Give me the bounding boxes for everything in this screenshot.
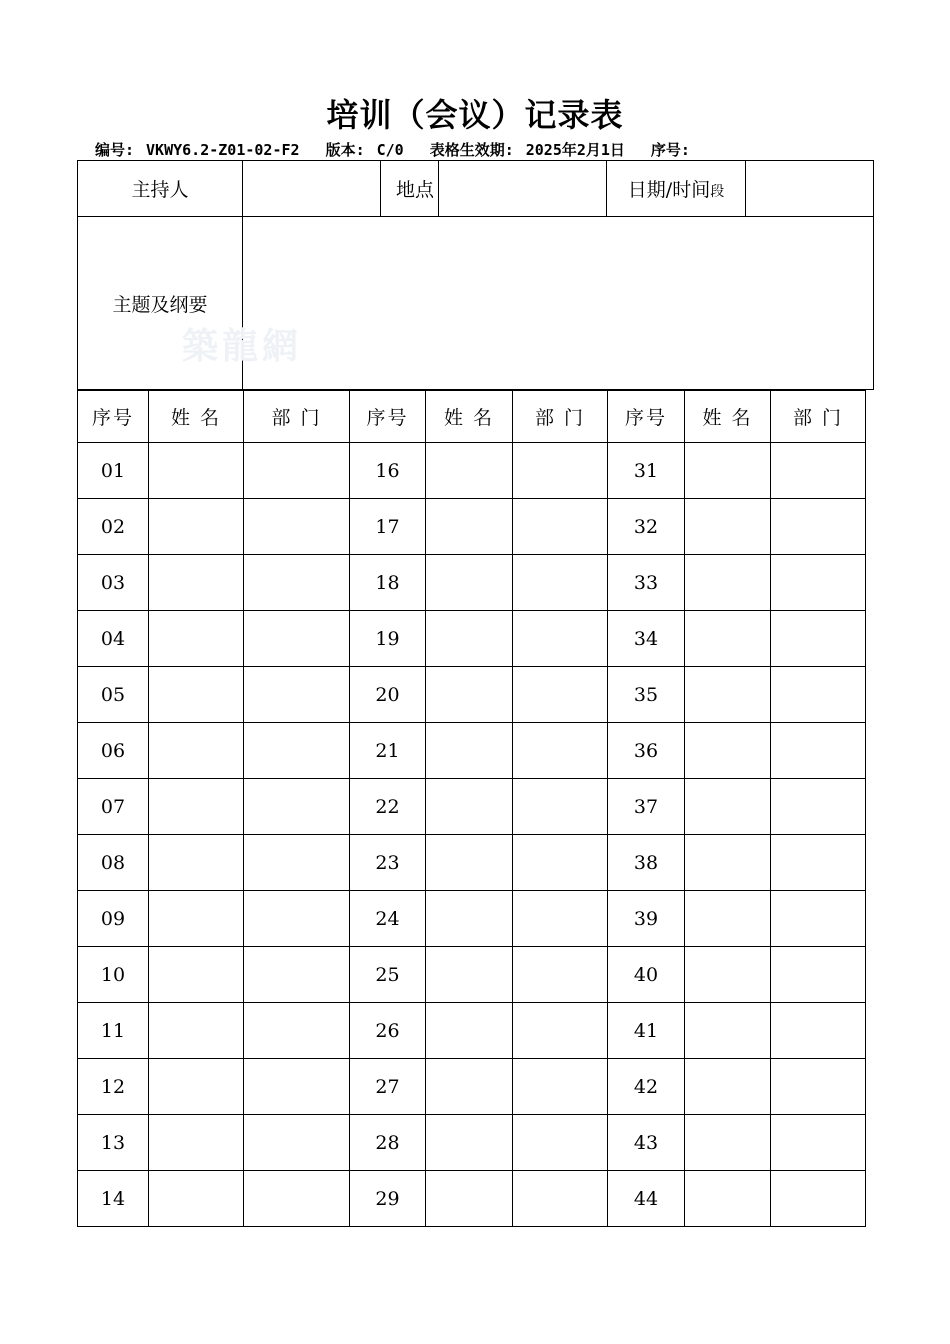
name-cell[interactable] bbox=[149, 947, 244, 1003]
seq-cell: 27 bbox=[350, 1059, 426, 1115]
code-value: VKWY6.2-Z01-02-F2 bbox=[146, 141, 300, 159]
name-cell[interactable] bbox=[685, 1003, 771, 1059]
seq-cell: 03 bbox=[78, 555, 149, 611]
name-cell[interactable] bbox=[149, 555, 244, 611]
seq-cell: 29 bbox=[350, 1171, 426, 1227]
dept-cell[interactable] bbox=[771, 1003, 866, 1059]
name-cell[interactable] bbox=[149, 1003, 244, 1059]
form-title: 培训（会议）记录表 bbox=[326, 96, 624, 134]
name-cell[interactable] bbox=[426, 723, 513, 779]
table-row bbox=[78, 779, 866, 835]
dept-cell[interactable] bbox=[244, 779, 350, 835]
name-cell[interactable] bbox=[426, 947, 513, 1003]
host-label: 主持人 bbox=[78, 161, 243, 217]
seq-cell: 23 bbox=[350, 835, 426, 891]
seq-cell: 42 bbox=[608, 1059, 685, 1115]
datetime-label bbox=[607, 161, 746, 217]
dept-cell[interactable] bbox=[771, 1115, 866, 1171]
dept-cell[interactable] bbox=[244, 835, 350, 891]
table-row bbox=[78, 667, 866, 723]
col-name-header: 姓 名 bbox=[685, 391, 771, 443]
seq-cell: 13 bbox=[78, 1115, 149, 1171]
name-cell[interactable] bbox=[426, 611, 513, 667]
seq-cell: 04 bbox=[78, 611, 149, 667]
table-row bbox=[78, 611, 866, 667]
dept-cell[interactable] bbox=[771, 1171, 866, 1227]
seq-cell: 05 bbox=[78, 667, 149, 723]
seq-cell: 33 bbox=[608, 555, 685, 611]
seq-cell: 22 bbox=[350, 779, 426, 835]
table-row bbox=[78, 891, 866, 947]
seq-cell: 19 bbox=[350, 611, 426, 667]
host-field[interactable] bbox=[243, 161, 381, 217]
watermark: 築龍網 bbox=[182, 325, 303, 367]
dept-cell[interactable] bbox=[771, 891, 866, 947]
seq-cell: 24 bbox=[350, 891, 426, 947]
table-row bbox=[78, 1171, 866, 1227]
code-label: 编号: bbox=[95, 141, 135, 159]
dept-cell[interactable] bbox=[513, 443, 608, 499]
dept-cell[interactable] bbox=[244, 891, 350, 947]
name-cell[interactable] bbox=[685, 1171, 771, 1227]
datetime-label-text: 日期/时间 bbox=[627, 179, 711, 201]
seq-cell: 28 bbox=[350, 1115, 426, 1171]
dept-cell[interactable] bbox=[513, 723, 608, 779]
table-row bbox=[78, 1115, 866, 1171]
name-cell[interactable] bbox=[685, 835, 771, 891]
location-field[interactable] bbox=[439, 161, 607, 217]
seq-cell: 38 bbox=[608, 835, 685, 891]
name-cell[interactable] bbox=[685, 667, 771, 723]
seq-cell: 31 bbox=[608, 443, 685, 499]
name-cell[interactable] bbox=[149, 499, 244, 555]
name-cell[interactable] bbox=[685, 499, 771, 555]
name-cell[interactable] bbox=[149, 723, 244, 779]
dept-cell[interactable] bbox=[771, 835, 866, 891]
name-cell[interactable] bbox=[685, 891, 771, 947]
name-cell[interactable] bbox=[426, 1115, 513, 1171]
dept-cell[interactable] bbox=[244, 947, 350, 1003]
name-cell[interactable] bbox=[426, 667, 513, 723]
seq-cell: 41 bbox=[608, 1003, 685, 1059]
seq-cell: 40 bbox=[608, 947, 685, 1003]
effective-label: 表格生效期: bbox=[429, 141, 514, 159]
name-cell[interactable] bbox=[149, 1059, 244, 1115]
dept-cell[interactable] bbox=[244, 1115, 350, 1171]
name-cell[interactable] bbox=[149, 1171, 244, 1227]
name-cell[interactable] bbox=[149, 779, 244, 835]
dept-cell[interactable] bbox=[244, 555, 350, 611]
dept-cell[interactable] bbox=[513, 1171, 608, 1227]
dept-cell[interactable] bbox=[244, 611, 350, 667]
dept-cell[interactable] bbox=[244, 1059, 350, 1115]
seq-cell: 18 bbox=[350, 555, 426, 611]
dept-cell[interactable] bbox=[244, 723, 350, 779]
dept-cell[interactable] bbox=[513, 1059, 608, 1115]
name-cell[interactable] bbox=[426, 443, 513, 499]
table-row bbox=[78, 1059, 866, 1115]
attendance-header-row bbox=[78, 391, 866, 443]
topic-field[interactable] bbox=[243, 217, 874, 390]
name-cell[interactable] bbox=[685, 1115, 771, 1171]
attendance-table bbox=[77, 390, 866, 1227]
seq-cell: 17 bbox=[350, 499, 426, 555]
seq-cell: 21 bbox=[350, 723, 426, 779]
seq-cell: 25 bbox=[350, 947, 426, 1003]
seq-cell: 32 bbox=[608, 499, 685, 555]
name-cell[interactable] bbox=[149, 611, 244, 667]
seq-cell: 02 bbox=[78, 499, 149, 555]
name-cell[interactable] bbox=[685, 947, 771, 1003]
name-cell[interactable] bbox=[426, 835, 513, 891]
col-seq-header: 序号 bbox=[78, 391, 149, 443]
seq-cell: 09 bbox=[78, 891, 149, 947]
seq-cell: 11 bbox=[78, 1003, 149, 1059]
name-cell[interactable] bbox=[685, 443, 771, 499]
seq-cell: 10 bbox=[78, 947, 149, 1003]
col-name-header: 姓 名 bbox=[426, 391, 513, 443]
dept-cell[interactable] bbox=[513, 667, 608, 723]
name-cell[interactable] bbox=[685, 611, 771, 667]
attendance-body bbox=[78, 443, 866, 1227]
effective-value: 2025年2月1日 bbox=[525, 141, 625, 159]
location-label: 地点 bbox=[381, 161, 439, 217]
name-cell[interactable] bbox=[426, 779, 513, 835]
seq-cell: 20 bbox=[350, 667, 426, 723]
seq-cell: 35 bbox=[608, 667, 685, 723]
seq-cell: 36 bbox=[608, 723, 685, 779]
table-row bbox=[78, 555, 866, 611]
dept-cell[interactable] bbox=[771, 443, 866, 499]
datetime-suffix: 段 bbox=[710, 184, 725, 200]
dept-cell[interactable] bbox=[513, 891, 608, 947]
name-cell[interactable] bbox=[426, 891, 513, 947]
col-seq-header: 序号 bbox=[608, 391, 685, 443]
col-dept-header: 部 门 bbox=[513, 391, 608, 443]
topic-label: 主题及纲要 bbox=[78, 217, 243, 390]
serial-label: 序号: bbox=[650, 141, 690, 159]
dept-cell[interactable] bbox=[771, 1059, 866, 1115]
table-row bbox=[78, 835, 866, 891]
name-cell[interactable] bbox=[149, 443, 244, 499]
name-cell[interactable] bbox=[149, 835, 244, 891]
name-cell[interactable] bbox=[149, 1115, 244, 1171]
table-row bbox=[78, 443, 866, 499]
datetime-field[interactable] bbox=[746, 161, 874, 217]
seq-cell: 07 bbox=[78, 779, 149, 835]
seq-cell: 01 bbox=[78, 443, 149, 499]
name-cell[interactable] bbox=[685, 1059, 771, 1115]
name-cell[interactable] bbox=[685, 555, 771, 611]
name-cell[interactable] bbox=[685, 779, 771, 835]
seq-cell: 34 bbox=[608, 611, 685, 667]
form-meta bbox=[95, 139, 702, 160]
dept-cell[interactable] bbox=[771, 667, 866, 723]
dept-cell[interactable] bbox=[513, 835, 608, 891]
dept-cell[interactable] bbox=[244, 667, 350, 723]
name-cell[interactable] bbox=[149, 891, 244, 947]
dept-cell[interactable] bbox=[244, 443, 350, 499]
col-seq-header: 序号 bbox=[350, 391, 426, 443]
dept-cell[interactable] bbox=[513, 499, 608, 555]
table-row bbox=[78, 947, 866, 1003]
seq-cell: 16 bbox=[350, 443, 426, 499]
dept-cell[interactable] bbox=[513, 555, 608, 611]
seq-cell: 12 bbox=[78, 1059, 149, 1115]
name-cell[interactable] bbox=[426, 555, 513, 611]
seq-cell: 06 bbox=[78, 723, 149, 779]
name-cell[interactable] bbox=[426, 1059, 513, 1115]
dept-cell[interactable] bbox=[771, 779, 866, 835]
dept-cell[interactable] bbox=[513, 1003, 608, 1059]
dept-cell[interactable] bbox=[513, 1115, 608, 1171]
seq-cell: 26 bbox=[350, 1003, 426, 1059]
dept-cell[interactable] bbox=[513, 947, 608, 1003]
seq-cell: 08 bbox=[78, 835, 149, 891]
dept-cell[interactable] bbox=[513, 779, 608, 835]
seq-cell: 37 bbox=[608, 779, 685, 835]
dept-cell[interactable] bbox=[771, 611, 866, 667]
dept-cell[interactable] bbox=[771, 947, 866, 1003]
name-cell[interactable] bbox=[149, 667, 244, 723]
seq-cell: 14 bbox=[78, 1171, 149, 1227]
col-dept-header: 部 门 bbox=[244, 391, 350, 443]
dept-cell[interactable] bbox=[244, 1171, 350, 1227]
version-value: C/0 bbox=[376, 141, 404, 159]
dept-cell[interactable] bbox=[771, 499, 866, 555]
name-cell[interactable] bbox=[426, 499, 513, 555]
table-row bbox=[78, 723, 866, 779]
name-cell[interactable] bbox=[685, 723, 771, 779]
dept-cell[interactable] bbox=[244, 1003, 350, 1059]
col-dept-header: 部 门 bbox=[771, 391, 866, 443]
dept-cell[interactable] bbox=[513, 611, 608, 667]
dept-cell[interactable] bbox=[771, 723, 866, 779]
dept-cell[interactable] bbox=[244, 499, 350, 555]
version-label: 版本: bbox=[325, 141, 365, 159]
table-row bbox=[78, 499, 866, 555]
dept-cell[interactable] bbox=[771, 555, 866, 611]
seq-cell: 43 bbox=[608, 1115, 685, 1171]
name-cell[interactable] bbox=[426, 1171, 513, 1227]
seq-cell: 44 bbox=[608, 1171, 685, 1227]
name-cell[interactable] bbox=[426, 1003, 513, 1059]
seq-cell: 39 bbox=[608, 891, 685, 947]
col-name-header: 姓 名 bbox=[149, 391, 244, 443]
table-row bbox=[78, 1003, 866, 1059]
